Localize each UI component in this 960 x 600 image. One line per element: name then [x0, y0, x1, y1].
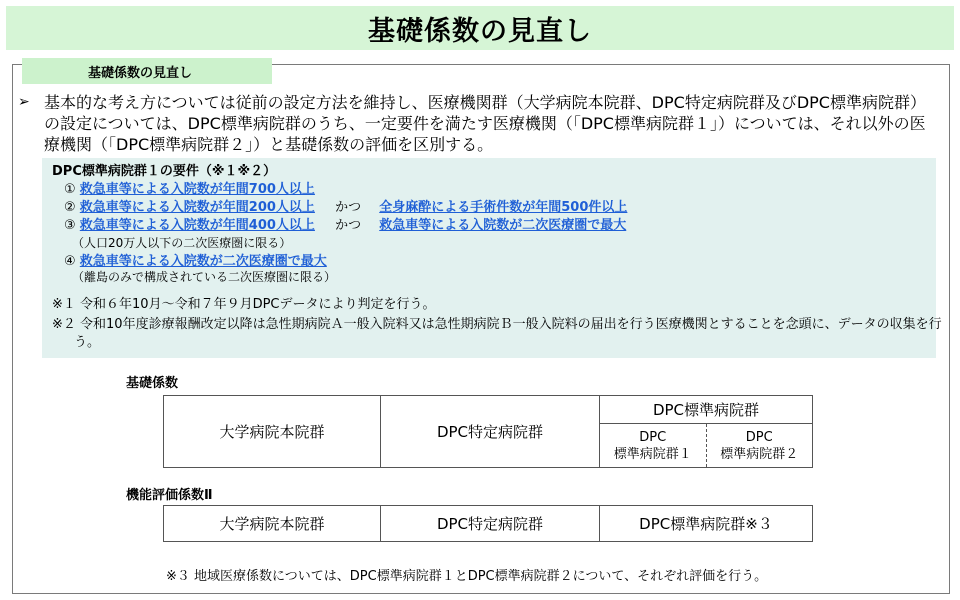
standard-1-line1: DPC [639, 429, 667, 445]
requirements-footnote-1: ※１ 令和６年10月～令和７年９月DPCデータにより判定を行う。 [52, 297, 436, 312]
basic-col-university: 大学病院本院群 [164, 396, 381, 468]
requirement-number: ② [64, 200, 76, 215]
requirement-1-link[interactable]: 救急車等による入院数が年間700人以上 [79, 182, 315, 197]
intro-text: 基本的な考え方については従前の設定方法を維持し、医療機関群（大学病院本院群、DPC特定病院群及びDPC標準病院群）の設定については、DPC標準病院群のうち、一定要件を満たす医療機関（「DPC標準病院群１」）については、それ以外の医療機関（「DPC標準病院群２」）と基礎係数の評価を区別する。 [44, 93, 926, 154]
requirement-3 [64, 214, 626, 233]
requirements-title: DPC標準病院群１の要件（※１※２） [52, 164, 277, 179]
function-col-university: 大学病院本院群 [164, 506, 381, 542]
requirement-2-link[interactable]: 救急車等による入院数が年間200人以上 [79, 200, 315, 215]
requirement-4-note: （離島のみで構成されている二次医療圏に限る） [72, 270, 337, 284]
footnote-3: ※３ 地域医療係数については、DPC標準病院群１とDPC標準病院群２について、それぞれ評価を行う。 [166, 569, 768, 584]
section-tab: 基礎係数の見直し [22, 58, 272, 84]
title-banner [6, 6, 954, 50]
requirement-1 [64, 178, 315, 197]
requirement-3-link[interactable]: 救急車等による入院数が年間400人以上 [79, 218, 315, 233]
intro-paragraph [18, 92, 933, 155]
basic-col-standard-1 [600, 424, 707, 468]
requirement-number: ③ [64, 218, 76, 233]
requirement-3-note: （人口20万人以下の二次医療圏に限る） [72, 236, 292, 250]
basic-col-standard: DPC標準病院群 [600, 396, 813, 424]
and-connector: かつ [335, 200, 362, 215]
function-coefficient-table [163, 505, 813, 542]
standard-1-line2: 標準病院群１ [613, 446, 692, 462]
requirement-number: ① [64, 182, 76, 197]
basic-coefficient-table [163, 395, 813, 468]
arrow-bullet-icon: ➢ [18, 94, 30, 110]
requirement-4-link[interactable]: 救急車等による入院数が二次医療圏で最大 [79, 254, 327, 269]
requirement-2-extra-link[interactable]: 全身麻酔による手術件数が年間500件以上 [379, 200, 628, 215]
standard-2-line2: 標準病院群２ [720, 446, 799, 462]
requirement-number: ④ [64, 254, 76, 269]
requirement-4 [64, 250, 327, 269]
function-col-standard: DPC標準病院群※３ [600, 506, 813, 542]
and-connector: かつ [335, 218, 362, 233]
requirements-footnote-2: ※２ 令和10年度診療報酬改定以降は急性期病院Ａ一般入院料又は急性期病院Ｂ一般入院料の届出を行う医療機関とすることを念頭に、データの収集を行う。 [52, 317, 942, 350]
basic-col-standard-2 [706, 424, 813, 468]
function-coefficient-heading: 機能評価係数Ⅱ [126, 488, 213, 503]
basic-coefficient-heading: 基礎係数 [126, 376, 179, 391]
page-title: 基礎係数の見直し [368, 15, 592, 47]
basic-col-specific: DPC特定病院群 [381, 396, 600, 468]
function-col-specific: DPC特定病院群 [381, 506, 600, 542]
standard-2-line1: DPC [745, 429, 773, 445]
requirements-box [42, 158, 942, 358]
requirement-2 [64, 196, 627, 215]
requirement-3-extra-link[interactable]: 救急車等による入院数が二次医療圏で最大 [379, 218, 627, 233]
